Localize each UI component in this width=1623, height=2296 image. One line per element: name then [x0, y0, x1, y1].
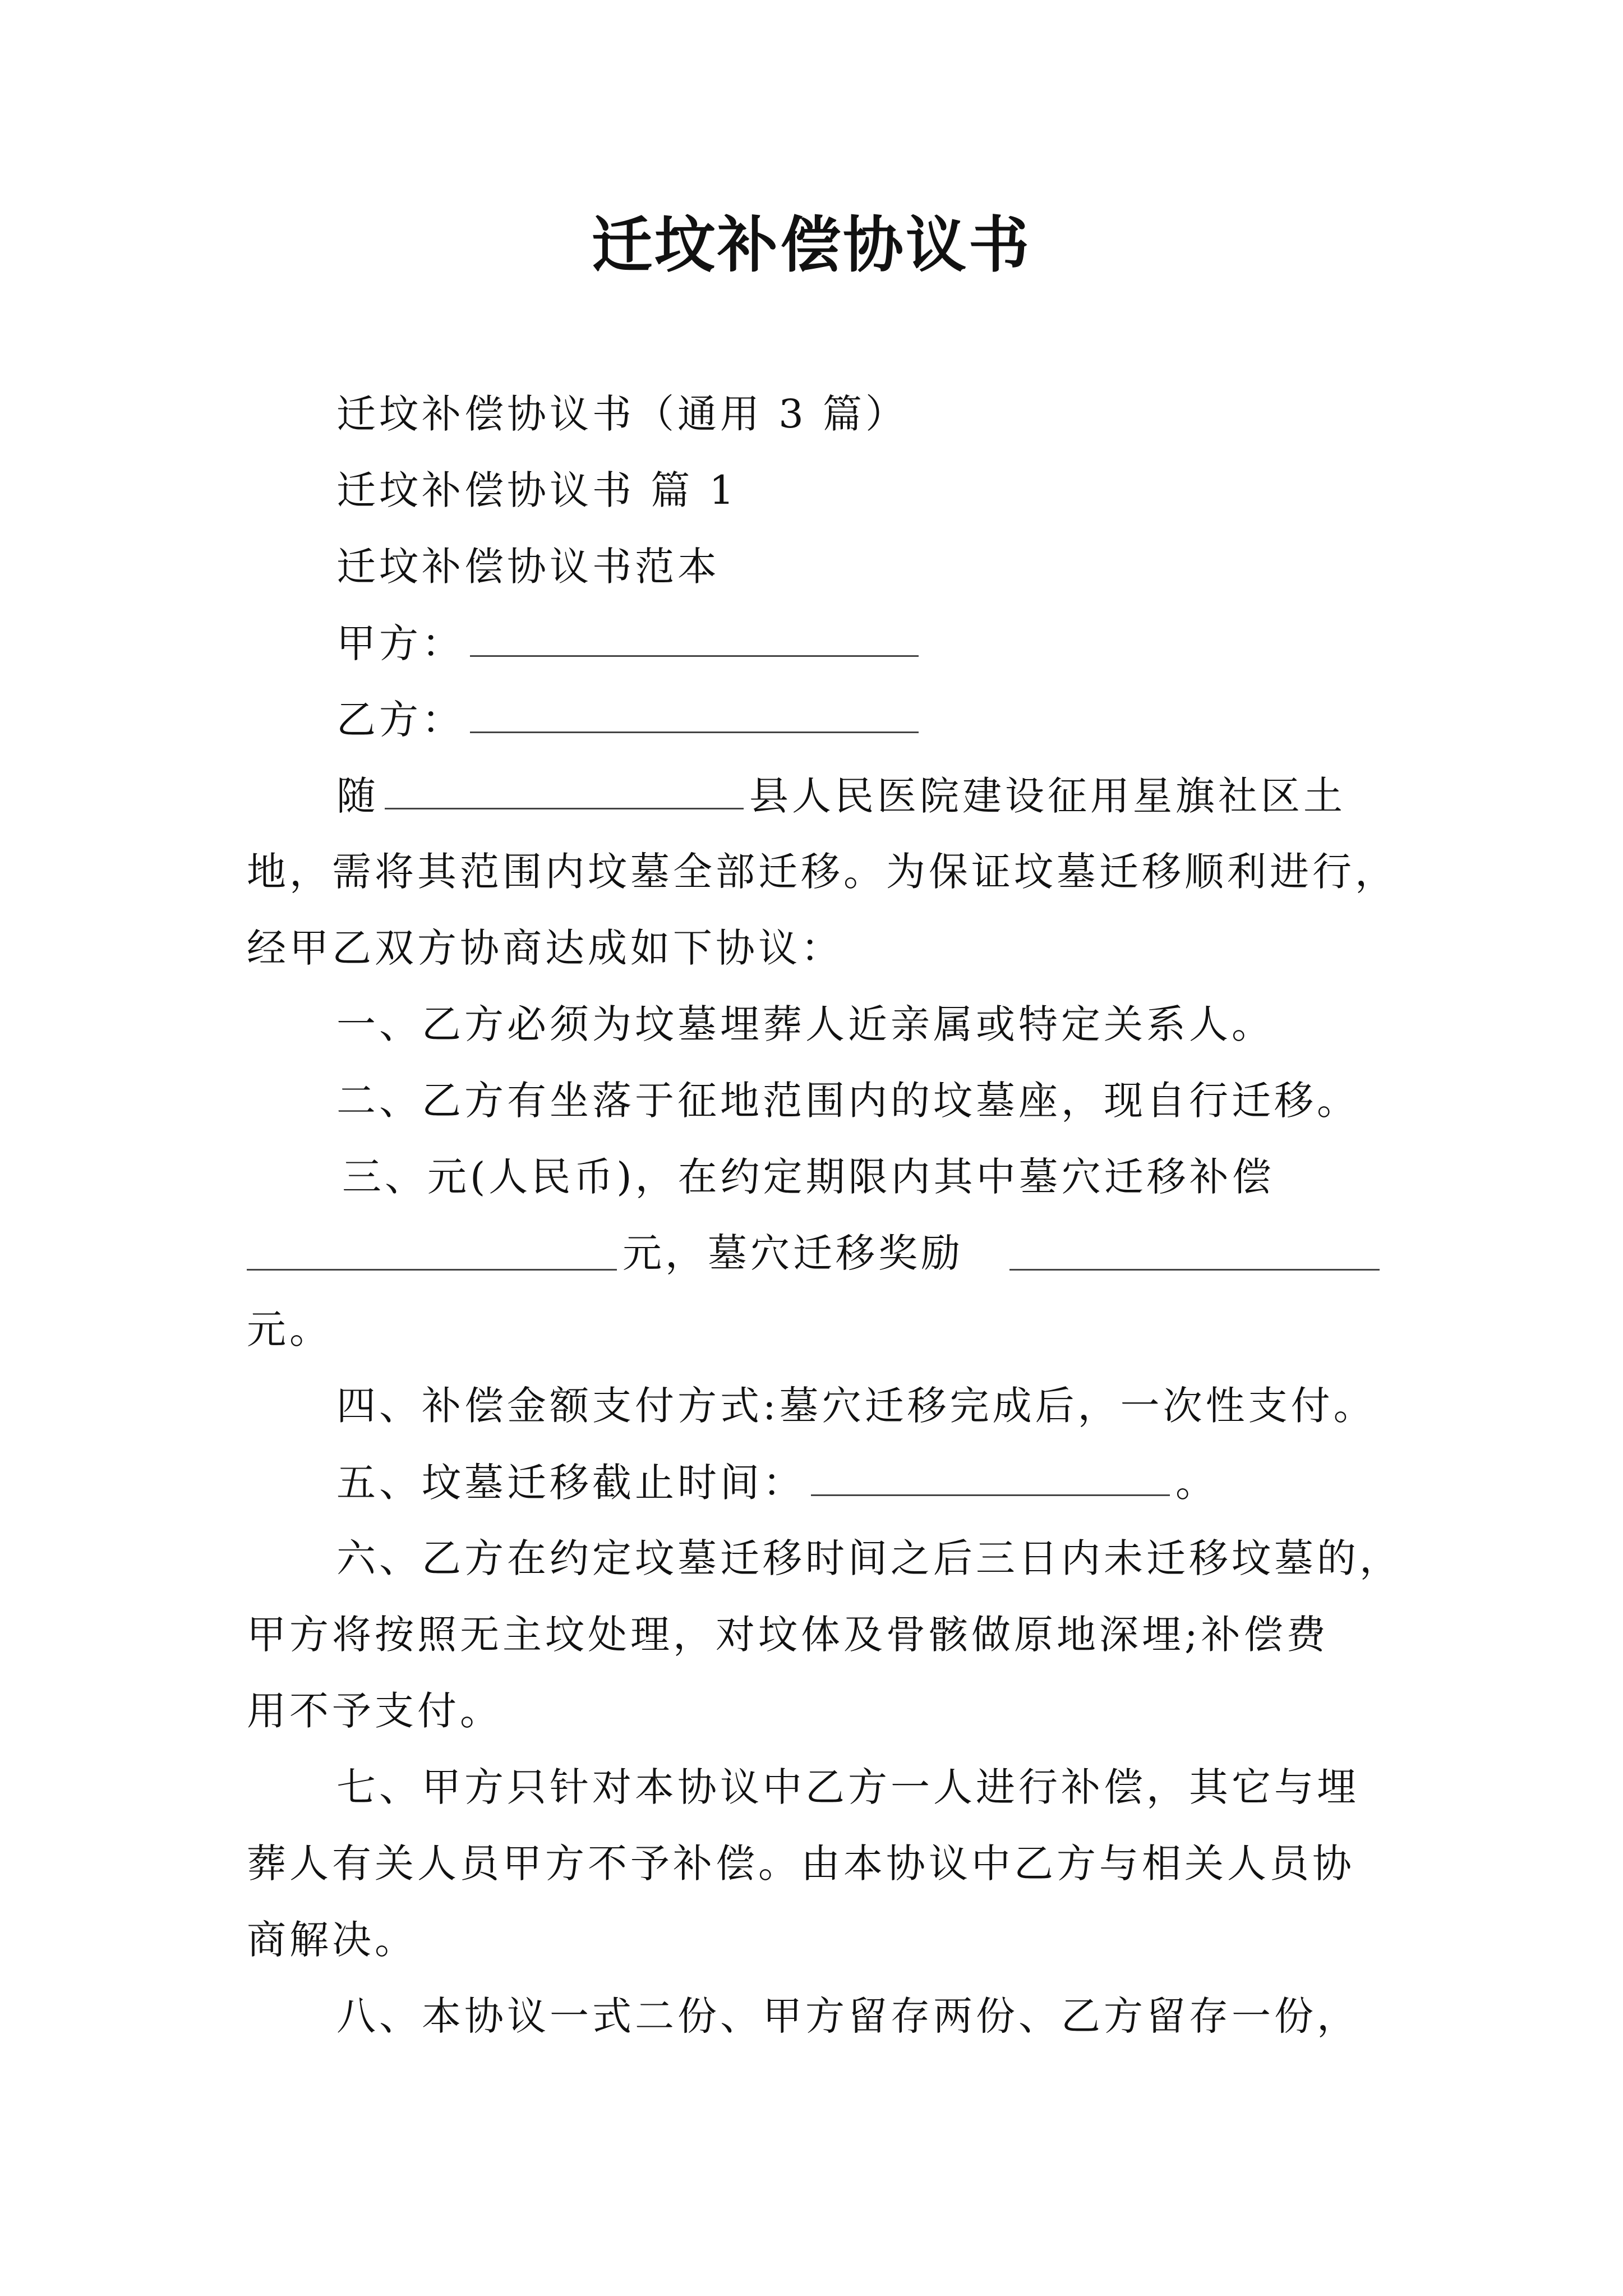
clause-7-line-2: 葬人有关人员甲方不予补偿。由本协议中乙方与相关人员协: [247, 1841, 1355, 1887]
clause-3-line-3: 元。: [247, 1306, 332, 1352]
clause-6-line-1: 六、乙方在约定坟墓迁移时间之后三日内未迁移坟墓的，: [336, 1535, 1402, 1581]
intro-prefix: 随: [336, 773, 379, 819]
clause-3-mid: 元，墓穴迁移奖励: [623, 1230, 963, 1276]
county-blank[interactable]: [385, 769, 744, 809]
intro-line-1: [336, 769, 1391, 823]
clause-5: [336, 1455, 1391, 1510]
heading-template: 迁坟补偿协议书范本: [336, 544, 720, 590]
clause-7-line-3: 商解决。: [247, 1917, 417, 1963]
document-title: 迁坟补偿协议书: [591, 210, 1031, 280]
heading-part1: 迁坟补偿协议书 篇 1: [336, 467, 738, 513]
party-a-line: [336, 616, 1391, 670]
clause-6-line-2: 甲方将按照无主坟处理，对坟体及骨骸做原地深埋;补偿费: [247, 1612, 1329, 1658]
clause-3-line-1: 三、元(人民币)，在约定期限内其中墓穴迁移补偿: [342, 1154, 1275, 1200]
clause-6-line-3: 用不予支付。: [247, 1688, 502, 1734]
clause-2: 二、乙方有坐落于征地范围内的坟墓座，现自行迁移。: [336, 1078, 1359, 1124]
clause-8: 八、本协议一式二份、甲方留存两份、乙方留存一份，: [336, 1993, 1359, 2039]
clause-5-suffix: 。: [1175, 1460, 1218, 1506]
party-a-label: 甲方：: [336, 620, 464, 666]
relocation-compensation-blank[interactable]: [247, 1269, 617, 1271]
heading-general: 迁坟补偿协议书（通用 3 篇）: [336, 391, 909, 437]
relocation-reward-blank[interactable]: [1009, 1269, 1380, 1271]
intro-line-3: 经甲乙双方协商达成如下协议：: [247, 925, 843, 971]
party-b-blank[interactable]: [470, 692, 919, 733]
clause-5-prefix: 五、坟墓迁移截止时间：: [336, 1460, 805, 1506]
clause-4: 四、补偿金额支付方式:墓穴迁移完成后，一次性支付。: [336, 1383, 1376, 1429]
clause-7-line-1: 七、甲方只针对本协议中乙方一人进行补偿，其它与埋: [336, 1764, 1359, 1810]
party-a-blank[interactable]: [470, 616, 919, 657]
deadline-blank[interactable]: [811, 1455, 1170, 1496]
party-b-label: 乙方：: [336, 697, 464, 743]
intro-line-2: 地，需将其范围内坟墓全部迁移。为保证坟墓迁移顺利进行，: [247, 849, 1398, 895]
party-b-line: [336, 692, 1391, 747]
intro-rest: 县人民医院建设征用星旗社区土: [749, 773, 1346, 819]
clause-1: 一、乙方必须为坟墓埋葬人近亲属或特定关系人。: [336, 1001, 1274, 1047]
